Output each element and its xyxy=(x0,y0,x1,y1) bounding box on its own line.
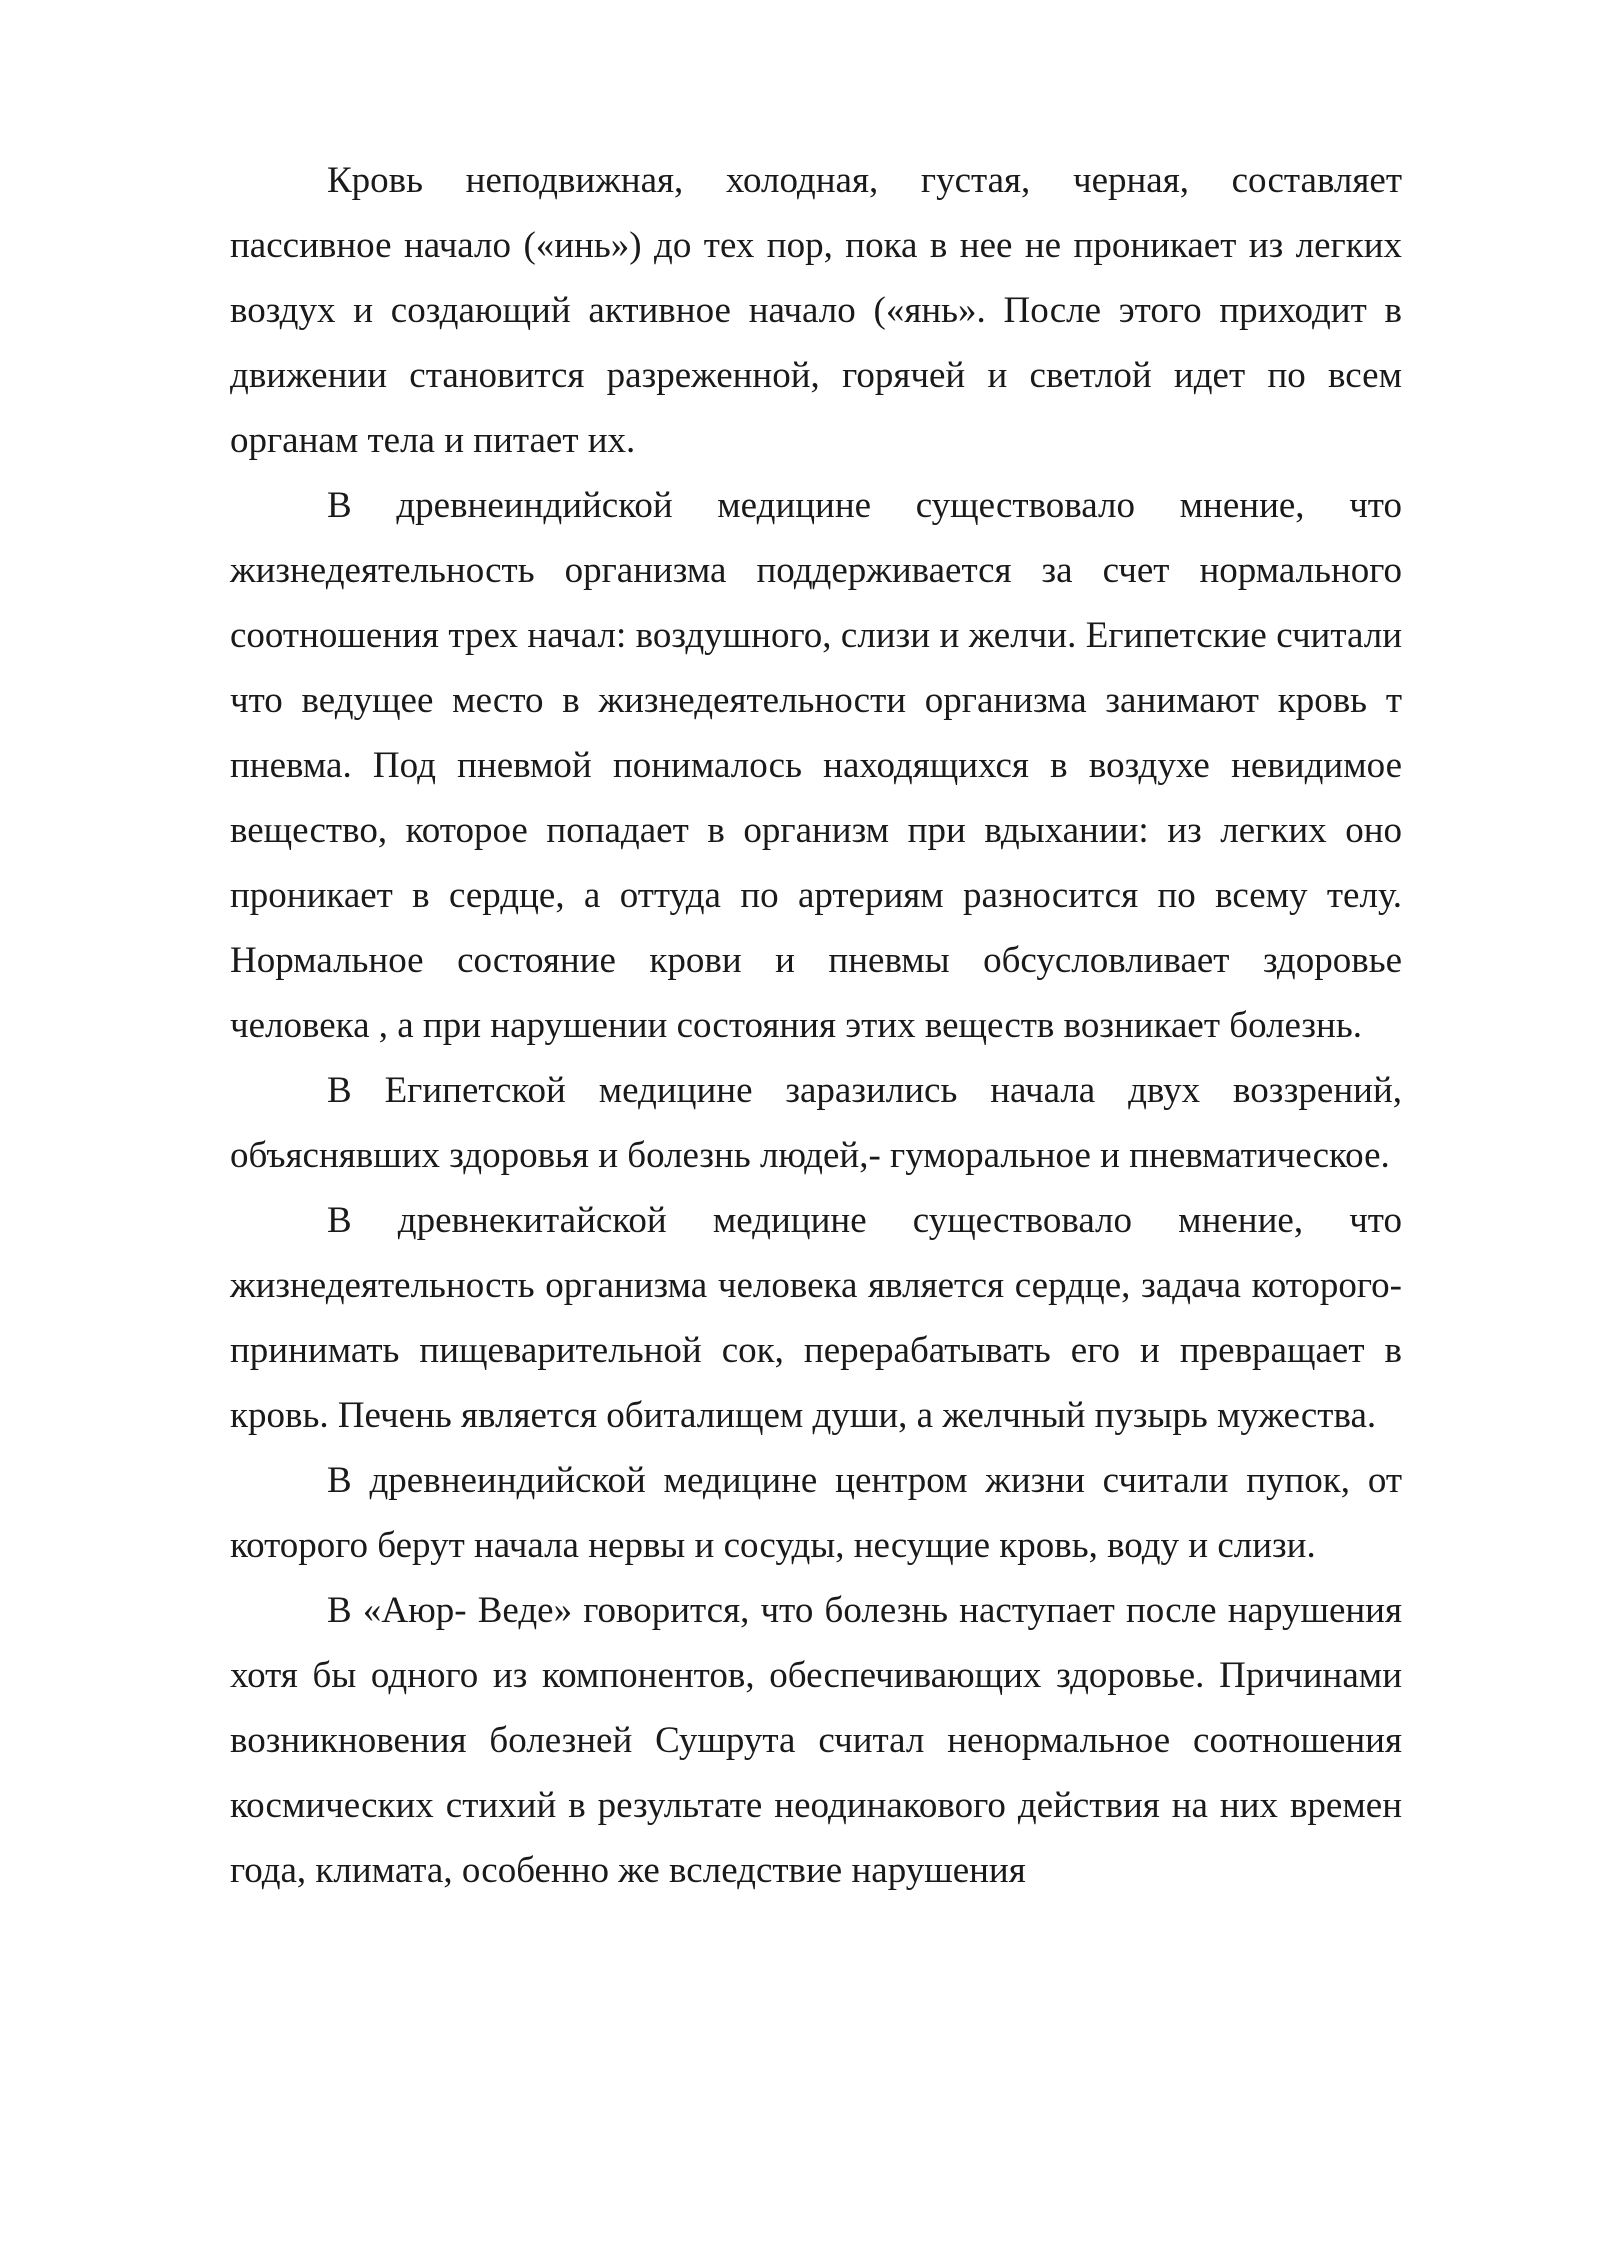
paragraph-blood-yin-yang: Кровь неподвижная, холодная, густая, черная, составляет пассивное начало («инь») до тех пор, пока в нее не проникает из легких воздух и создающий активное начало («янь». После этого приходит в движении становится разреженной, горячей и светлой идет по всем органам тела и питает их. xyxy=(230,160,1402,461)
paragraph-egyptian-views: В Египетской медицине заразились начала двух воззрений, объяснявших здоровья и болезнь людей,- гуморальное и пневматическое. xyxy=(230,1070,1402,1176)
paragraph-indian-three-principles: В древнеиндийской медицине существовало мнение, что жизнедеятельность организма поддерживается за счет нормального соотношения трех начал: воздушного, слизи и желчи. Египетские считали что ведущее место в жизнедеятельности организма занимают кровь т пневма. Под пневмой понималось находящихся в воздухе невидимое вещество, которое попадает в организм при вдыхании: из легких оно проникает в сердце, а оттуда по артериям разносится по всему телу. Нормальное состояние крови и пневмы обсусловливает здоровье человека , а при нарушении состояния этих веществ возникает болезнь. xyxy=(230,485,1402,1046)
paragraph-chinese-heart: В древнекитайской медицине существовало мнение, что жизнедеятельность организма человека является сердце, задача которого- принимать пищеварительной сок, перерабатывать его и превращает в кровь. Печень является обиталищем души, а желчный пузырь мужества. xyxy=(230,1200,1402,1436)
paragraph-ayur-veda: В «Аюр- Веде» говорится, что болезнь наступает после нарушения хотя бы одного из компонентов, обеспечивающих здоровье. Причинами возникновения болезней Сушрута считал ненормальное соотношения космических стихий в результате неодинакового действия на них времен года, климата, особенно же вследствие нарушения xyxy=(230,1590,1402,1891)
paragraph-indian-navel: В древнеиндийской медицине центром жизни считали пупок, от которого берут начала нервы и сосуды, несущие кровь, воду и слизи. xyxy=(230,1460,1402,1566)
body-text xyxy=(230,148,1402,1903)
